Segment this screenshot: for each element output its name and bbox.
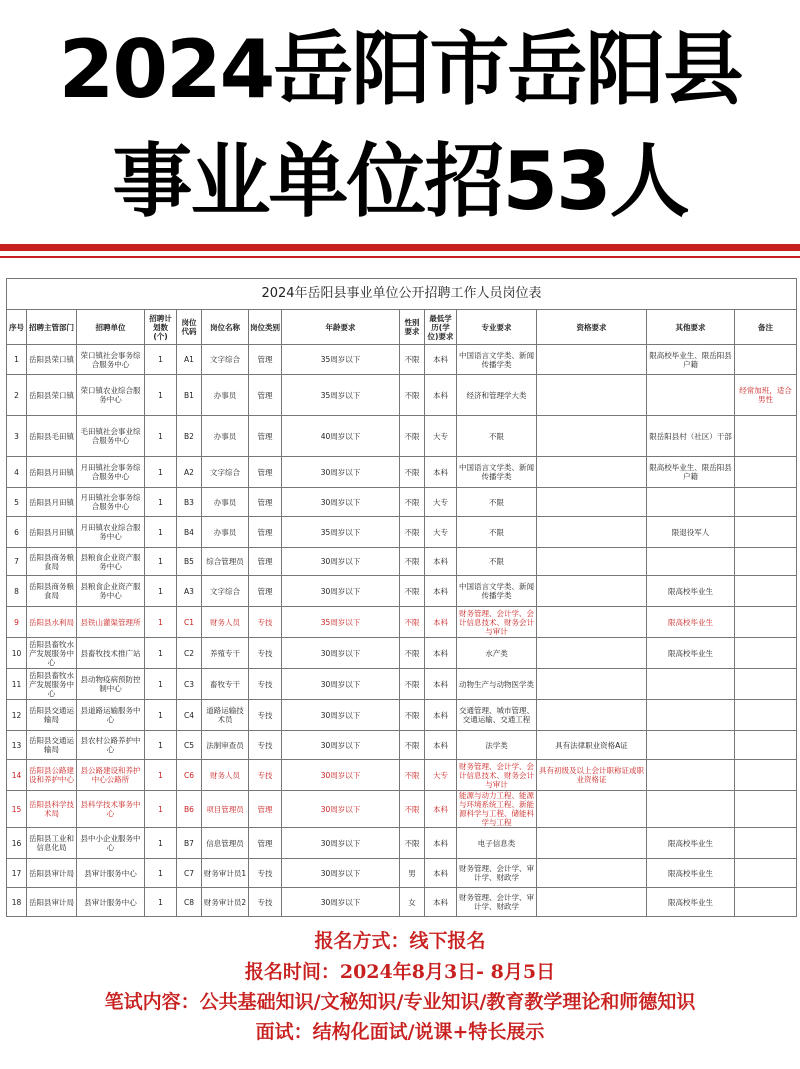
cell-age: 30周岁以下 — [282, 638, 400, 669]
cell-note — [735, 576, 797, 607]
cell-unit: 县铁山灌渠管理所 — [77, 607, 145, 638]
cell-major: 财务管理、会计学、审计学、财政学 — [457, 888, 537, 917]
job-table — [6, 278, 797, 917]
cell-note — [735, 859, 797, 888]
cell-unit: 县粮食企业资产服务中心 — [77, 576, 145, 607]
cell-qual — [537, 576, 647, 607]
cell-unit: 县道路运输服务中心 — [77, 700, 145, 731]
table-row — [7, 669, 797, 700]
cell-other — [647, 731, 735, 760]
cell-edu: 本科 — [425, 576, 457, 607]
cell-dept: 岳阳县月田镇 — [27, 517, 77, 548]
cell-dept: 岳阳县公路建设和养护中心 — [27, 760, 77, 791]
cell-age: 30周岁以下 — [282, 488, 400, 517]
cell-unit: 县公路建设和养护中心公路所 — [77, 760, 145, 791]
cell-note — [735, 669, 797, 700]
cell-age: 35周岁以下 — [282, 517, 400, 548]
column-header: 最低学历(学位)要求 — [425, 310, 457, 345]
cell-major: 经济和管理学大类 — [457, 375, 537, 416]
cell-code: C1 — [177, 607, 202, 638]
cell-unit: 县中小企业服务中心 — [77, 828, 145, 859]
table-row — [7, 731, 797, 760]
table-body — [7, 345, 797, 917]
cell-type: 管理 — [249, 488, 282, 517]
cell-dept: 岳阳县月田镇 — [27, 457, 77, 488]
cell-dept: 岳阳县荣口镇 — [27, 345, 77, 375]
cell-plan: 1 — [145, 488, 177, 517]
cell-code: B3 — [177, 488, 202, 517]
cell-edu: 大专 — [425, 488, 457, 517]
cell-major: 交通管理、城市管理、交通运输、交通工程 — [457, 700, 537, 731]
column-header: 其他要求 — [647, 310, 735, 345]
cell-other: 限高校毕业生 — [647, 828, 735, 859]
table-header-row — [7, 310, 797, 345]
cell-age: 35周岁以下 — [282, 345, 400, 375]
divider-thin — [0, 256, 800, 258]
table-row — [7, 416, 797, 457]
cell-code: C5 — [177, 731, 202, 760]
cell-plan: 1 — [145, 669, 177, 700]
cell-plan: 1 — [145, 607, 177, 638]
cell-post: 财务审计员2 — [202, 888, 249, 917]
cell-edu: 大专 — [425, 517, 457, 548]
table-row — [7, 888, 797, 917]
cell-type: 管理 — [249, 345, 282, 375]
cell-plan: 1 — [145, 375, 177, 416]
cell-other: 限高校毕业生 — [647, 607, 735, 638]
cell-dept: 岳阳县畜牧水产发展服务中心 — [27, 669, 77, 700]
cell-edu: 本科 — [425, 457, 457, 488]
cell-plan: 1 — [145, 517, 177, 548]
cell-post: 法制审查员 — [202, 731, 249, 760]
table-caption: 2024年岳阳县事业单位公开招聘工作人员岗位表 — [6, 278, 797, 309]
cell-major: 不限 — [457, 416, 537, 457]
cell-other: 限退役军人 — [647, 517, 735, 548]
cell-major: 能源与动力工程、能源与环境系统工程、新能源科学与工程、储能科学与工程 — [457, 791, 537, 828]
cell-other: 限高校毕业生 — [647, 576, 735, 607]
cell-sex: 不限 — [400, 416, 425, 457]
cell-sex: 不限 — [400, 731, 425, 760]
cell-sex: 不限 — [400, 548, 425, 576]
cell-edu: 本科 — [425, 700, 457, 731]
cell-type: 管理 — [249, 517, 282, 548]
cell-major: 财务管理、会计学、会计信息技术、财务会计与审计 — [457, 760, 537, 791]
cell-no: 12 — [7, 700, 27, 731]
cell-code: B4 — [177, 517, 202, 548]
cell-unit: 县畜牧技术推广站 — [77, 638, 145, 669]
cell-edu: 本科 — [425, 548, 457, 576]
cell-type: 管理 — [249, 416, 282, 457]
cell-qual — [537, 416, 647, 457]
cell-type: 专技 — [249, 859, 282, 888]
table-row — [7, 488, 797, 517]
column-header: 年龄要求 — [282, 310, 400, 345]
cell-dept: 岳阳县交通运输局 — [27, 700, 77, 731]
cell-type: 管理 — [249, 828, 282, 859]
cell-type: 专技 — [249, 638, 282, 669]
cell-age: 30周岁以下 — [282, 760, 400, 791]
table-row — [7, 576, 797, 607]
cell-edu: 本科 — [425, 638, 457, 669]
cell-major: 中国语言文学类、新闻传播学类 — [457, 576, 537, 607]
cell-unit: 县粮食企业资产服务中心 — [77, 548, 145, 576]
cell-age: 30周岁以下 — [282, 731, 400, 760]
cell-post: 文字综合 — [202, 576, 249, 607]
cell-major: 水产类 — [457, 638, 537, 669]
cell-type: 管理 — [249, 576, 282, 607]
signup-time: 报名时间：2024年8月3日- 8月5日 — [244, 961, 556, 983]
cell-sex: 不限 — [400, 760, 425, 791]
cell-qual — [537, 638, 647, 669]
cell-no: 15 — [7, 791, 27, 828]
cell-plan: 1 — [145, 576, 177, 607]
cell-major: 法学类 — [457, 731, 537, 760]
cell-note — [735, 828, 797, 859]
cell-dept: 岳阳县水利局 — [27, 607, 77, 638]
cell-dept: 岳阳县工业和信息化局 — [27, 828, 77, 859]
cell-note — [735, 517, 797, 548]
cell-type: 管理 — [249, 457, 282, 488]
cell-code: A2 — [177, 457, 202, 488]
signup-method: 报名方式：线下报名 — [314, 930, 486, 952]
cell-no: 2 — [7, 375, 27, 416]
cell-type: 专技 — [249, 760, 282, 791]
column-header: 岗位代码 — [177, 310, 202, 345]
cell-plan: 1 — [145, 731, 177, 760]
cell-no: 1 — [7, 345, 27, 375]
cell-dept: 岳阳县交通运输局 — [27, 731, 77, 760]
column-header: 招聘单位 — [77, 310, 145, 345]
cell-post: 养殖专干 — [202, 638, 249, 669]
cell-note — [735, 638, 797, 669]
cell-other: 限岳阳县村（社区）干部 — [647, 416, 735, 457]
cell-code: B1 — [177, 375, 202, 416]
cell-plan: 1 — [145, 548, 177, 576]
table-row — [7, 760, 797, 791]
cell-major: 财务管理、会计学、审计学、财政学 — [457, 859, 537, 888]
column-header: 备注 — [735, 310, 797, 345]
cell-major: 不限 — [457, 548, 537, 576]
cell-code: B5 — [177, 548, 202, 576]
cell-no: 6 — [7, 517, 27, 548]
cell-code: A1 — [177, 345, 202, 375]
cell-type: 专技 — [249, 731, 282, 760]
cell-post: 信息管理员 — [202, 828, 249, 859]
column-header: 专业要求 — [457, 310, 537, 345]
cell-unit: 县审计服务中心 — [77, 888, 145, 917]
cell-qual — [537, 517, 647, 548]
cell-age: 30周岁以下 — [282, 791, 400, 828]
cell-age: 30周岁以下 — [282, 548, 400, 576]
cell-dept: 岳阳县商务粮食局 — [27, 576, 77, 607]
cell-unit: 县科学技术事务中心 — [77, 791, 145, 828]
cell-sex: 男 — [400, 859, 425, 888]
cell-post: 办事员 — [202, 488, 249, 517]
table-row — [7, 859, 797, 888]
table-row — [7, 700, 797, 731]
table-row — [7, 791, 797, 828]
cell-sex: 不限 — [400, 375, 425, 416]
cell-other: 限高校毕业生 — [647, 888, 735, 917]
cell-edu: 本科 — [425, 607, 457, 638]
table-row — [7, 345, 797, 375]
cell-sex: 女 — [400, 888, 425, 917]
cell-unit: 月田镇社会事务综合服务中心 — [77, 488, 145, 517]
cell-qual — [537, 791, 647, 828]
cell-age: 40周岁以下 — [282, 416, 400, 457]
cell-other — [647, 488, 735, 517]
job-table-container — [6, 278, 796, 917]
cell-qual — [537, 548, 647, 576]
cell-no: 11 — [7, 669, 27, 700]
cell-no: 13 — [7, 731, 27, 760]
column-header: 序号 — [7, 310, 27, 345]
cell-qual — [537, 345, 647, 375]
cell-dept: 岳阳县科学技术局 — [27, 791, 77, 828]
cell-no: 7 — [7, 548, 27, 576]
cell-edu: 本科 — [425, 791, 457, 828]
cell-other — [647, 669, 735, 700]
cell-plan: 1 — [145, 828, 177, 859]
headline-line-2: 事业单位招53人 — [112, 135, 688, 228]
cell-age: 30周岁以下 — [282, 576, 400, 607]
cell-edu: 本科 — [425, 859, 457, 888]
cell-type: 专技 — [249, 888, 282, 917]
cell-no: 9 — [7, 607, 27, 638]
divider-thick — [0, 244, 800, 251]
table-row — [7, 375, 797, 416]
cell-qual — [537, 700, 647, 731]
cell-qual — [537, 607, 647, 638]
cell-age: 30周岁以下 — [282, 828, 400, 859]
cell-post: 综合管理员 — [202, 548, 249, 576]
cell-plan: 1 — [145, 888, 177, 917]
cell-post: 文字综合 — [202, 345, 249, 375]
cell-code: B7 — [177, 828, 202, 859]
cell-plan: 1 — [145, 416, 177, 457]
cell-note — [735, 607, 797, 638]
cell-age: 35周岁以下 — [282, 375, 400, 416]
cell-other — [647, 700, 735, 731]
cell-edu: 本科 — [425, 731, 457, 760]
cell-sex: 不限 — [400, 517, 425, 548]
cell-post: 办事员 — [202, 416, 249, 457]
cell-post: 财务人员 — [202, 760, 249, 791]
table-row — [7, 548, 797, 576]
cell-no: 18 — [7, 888, 27, 917]
cell-qual: 具有法律职业资格A证 — [537, 731, 647, 760]
cell-qual — [537, 375, 647, 416]
cell-major: 不限 — [457, 517, 537, 548]
cell-type: 专技 — [249, 669, 282, 700]
cell-post: 文字综合 — [202, 457, 249, 488]
column-header: 招聘主管部门 — [27, 310, 77, 345]
cell-no: 5 — [7, 488, 27, 517]
column-header: 性别要求 — [400, 310, 425, 345]
cell-type: 专技 — [249, 607, 282, 638]
table-row — [7, 828, 797, 859]
cell-edu: 本科 — [425, 888, 457, 917]
cell-note — [735, 888, 797, 917]
cell-no: 10 — [7, 638, 27, 669]
cell-major: 中国语言文学类、新闻传播学类 — [457, 345, 537, 375]
cell-type: 管理 — [249, 791, 282, 828]
cell-no: 16 — [7, 828, 27, 859]
cell-code: C6 — [177, 760, 202, 791]
cell-sex: 不限 — [400, 488, 425, 517]
cell-no: 4 — [7, 457, 27, 488]
cell-edu: 本科 — [425, 375, 457, 416]
cell-dept: 岳阳县月田镇 — [27, 488, 77, 517]
cell-age: 35周岁以下 — [282, 607, 400, 638]
cell-sex: 不限 — [400, 669, 425, 700]
cell-type: 管理 — [249, 375, 282, 416]
cell-dept: 岳阳县畜牧水产发展服务中心 — [27, 638, 77, 669]
cell-type: 管理 — [249, 548, 282, 576]
cell-edu: 大专 — [425, 760, 457, 791]
cell-other: 限高校毕业生、限岳阳县户籍 — [647, 345, 735, 375]
cell-plan: 1 — [145, 859, 177, 888]
table-row — [7, 607, 797, 638]
cell-unit: 月田镇农业综合服务中心 — [77, 517, 145, 548]
cell-code: C7 — [177, 859, 202, 888]
cell-major: 电子信息类 — [457, 828, 537, 859]
cell-sex: 不限 — [400, 457, 425, 488]
cell-note — [735, 791, 797, 828]
cell-post: 项目管理员 — [202, 791, 249, 828]
cell-code: A3 — [177, 576, 202, 607]
column-header: 资格要求 — [537, 310, 647, 345]
cell-other — [647, 548, 735, 576]
cell-major: 财务管理、会计学、会计信息技术、财务会计与审计 — [457, 607, 537, 638]
cell-sex: 不限 — [400, 607, 425, 638]
cell-sex: 不限 — [400, 345, 425, 375]
cell-plan: 1 — [145, 345, 177, 375]
cell-qual — [537, 669, 647, 700]
cell-major: 不限 — [457, 488, 537, 517]
headline-line-1: 2024岳阳市岳阳县 — [58, 23, 742, 116]
cell-unit: 县农村公路养护中心 — [77, 731, 145, 760]
cell-sex: 不限 — [400, 700, 425, 731]
cell-other: 限高校毕业生 — [647, 638, 735, 669]
cell-dept: 岳阳县审计局 — [27, 888, 77, 917]
cell-sex: 不限 — [400, 638, 425, 669]
cell-major: 动物生产与动物医学类 — [457, 669, 537, 700]
written-exam-content: 笔试内容：公共基础知识/文秘知识/专业知识/教育教学理论和师德知识 — [104, 991, 696, 1013]
cell-post: 办事员 — [202, 375, 249, 416]
cell-dept: 岳阳县商务粮食局 — [27, 548, 77, 576]
cell-post: 办事员 — [202, 517, 249, 548]
cell-edu: 本科 — [425, 828, 457, 859]
cell-code: C8 — [177, 888, 202, 917]
cell-post: 道路运输技术员 — [202, 700, 249, 731]
cell-dept: 岳阳县审计局 — [27, 859, 77, 888]
cell-code: C2 — [177, 638, 202, 669]
cell-post: 财务人员 — [202, 607, 249, 638]
cell-no: 3 — [7, 416, 27, 457]
cell-no: 14 — [7, 760, 27, 791]
cell-plan: 1 — [145, 638, 177, 669]
table-row — [7, 457, 797, 488]
cell-code: C3 — [177, 669, 202, 700]
cell-code: C4 — [177, 700, 202, 731]
column-header: 岗位类别 — [249, 310, 282, 345]
interview-content: 面试：结构化面试/说课+特长展示 — [255, 1021, 545, 1043]
cell-age: 30周岁以下 — [282, 669, 400, 700]
cell-edu: 大专 — [425, 416, 457, 457]
cell-other — [647, 760, 735, 791]
cell-type: 专技 — [249, 700, 282, 731]
cell-note — [735, 731, 797, 760]
table-row — [7, 517, 797, 548]
cell-other — [647, 375, 735, 416]
column-header: 岗位名称 — [202, 310, 249, 345]
cell-plan: 1 — [145, 457, 177, 488]
cell-unit: 毛田镇社会事业综合服务中心 — [77, 416, 145, 457]
cell-qual — [537, 488, 647, 517]
cell-no: 8 — [7, 576, 27, 607]
cell-dept: 岳阳县毛田镇 — [27, 416, 77, 457]
cell-age: 30周岁以下 — [282, 888, 400, 917]
cell-qual — [537, 457, 647, 488]
cell-sex: 不限 — [400, 576, 425, 607]
cell-note — [735, 488, 797, 517]
cell-qual — [537, 828, 647, 859]
cell-note — [735, 345, 797, 375]
cell-edu: 本科 — [425, 345, 457, 375]
cell-post: 畜牧专干 — [202, 669, 249, 700]
cell-note — [735, 760, 797, 791]
cell-qual — [537, 859, 647, 888]
cell-other: 限高校毕业生 — [647, 859, 735, 888]
cell-note — [735, 457, 797, 488]
cell-sex: 不限 — [400, 828, 425, 859]
cell-plan: 1 — [145, 760, 177, 791]
cell-unit: 荣口镇农业综合服务中心 — [77, 375, 145, 416]
cell-qual: 具有初级及以上会计职称证或职业资格证 — [537, 760, 647, 791]
cell-other: 限高校毕业生、限岳阳县户籍 — [647, 457, 735, 488]
cell-note: 经常加班，适合男性 — [735, 375, 797, 416]
cell-major: 中国语言文学类、新闻传播学类 — [457, 457, 537, 488]
cell-plan: 1 — [145, 700, 177, 731]
cell-qual — [537, 888, 647, 917]
cell-post: 财务审计员1 — [202, 859, 249, 888]
cell-code: B2 — [177, 416, 202, 457]
cell-no: 17 — [7, 859, 27, 888]
cell-unit: 月田镇社会事务综合服务中心 — [77, 457, 145, 488]
cell-code: B6 — [177, 791, 202, 828]
cell-note — [735, 700, 797, 731]
cell-unit: 县审计服务中心 — [77, 859, 145, 888]
column-header: 招聘计划数(个) — [145, 310, 177, 345]
cell-age: 30周岁以下 — [282, 700, 400, 731]
cell-dept: 岳阳县荣口镇 — [27, 375, 77, 416]
cell-unit: 荣口镇社会事务综合服务中心 — [77, 345, 145, 375]
cell-plan: 1 — [145, 791, 177, 828]
cell-age: 30周岁以下 — [282, 457, 400, 488]
table-row — [7, 638, 797, 669]
cell-sex: 不限 — [400, 791, 425, 828]
cell-note — [735, 548, 797, 576]
cell-edu: 本科 — [425, 669, 457, 700]
cell-unit: 县动物疫病预防控制中心 — [77, 669, 145, 700]
cell-age: 30周岁以下 — [282, 859, 400, 888]
cell-note — [735, 416, 797, 457]
cell-other — [647, 791, 735, 828]
